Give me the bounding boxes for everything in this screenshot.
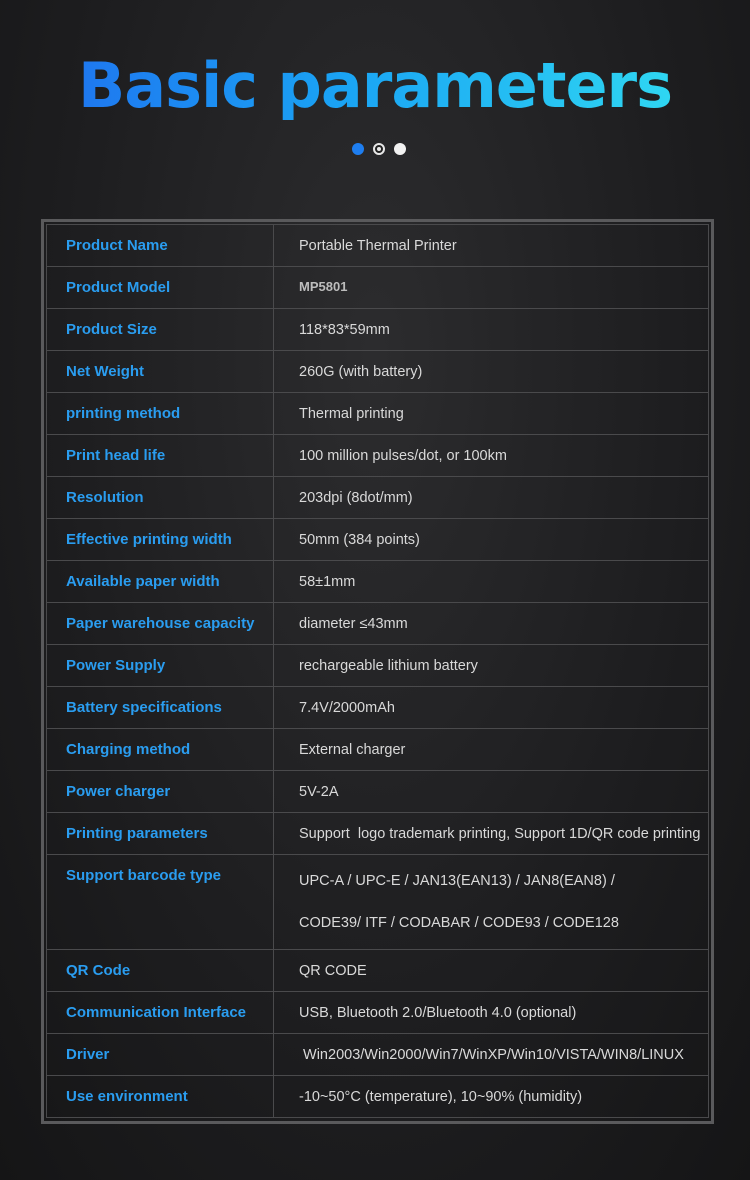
pagination-dot-1[interactable] — [352, 143, 364, 155]
param-key: Net Weight — [47, 351, 274, 393]
param-value: QR CODE — [274, 950, 709, 992]
param-value: USB, Bluetooth 2.0/Bluetooth 4.0 (optional) — [274, 992, 709, 1034]
param-key: Battery specifications — [47, 687, 274, 729]
table-row — [47, 992, 709, 1034]
table-row — [47, 561, 709, 603]
param-key: Communication Interface — [47, 992, 274, 1034]
table-row — [47, 351, 709, 393]
param-value: 100 million pulses/dot, or 100km — [274, 435, 709, 477]
param-value: 50mm (384 points) — [274, 519, 709, 561]
table-row — [47, 950, 709, 992]
param-key: Support barcode type — [47, 855, 274, 950]
page-title: Basic parameters — [77, 49, 673, 122]
pagination-dot-2-active[interactable] — [373, 143, 385, 155]
param-value: 203dpi (8dot/mm) — [274, 477, 709, 519]
param-value: -10~50°C (temperature), 10~90% (humidity) — [274, 1076, 709, 1118]
param-key: Product Name — [47, 225, 274, 267]
param-key: Paper warehouse capacity — [47, 603, 274, 645]
table-row — [47, 1076, 709, 1118]
param-value: 58±1mm — [274, 561, 709, 603]
table-row — [47, 603, 709, 645]
parameters-table — [41, 219, 714, 1124]
param-value: diameter ≤43mm — [274, 603, 709, 645]
table-row — [47, 855, 709, 950]
pagination-dots — [352, 143, 406, 155]
param-key: Printing parameters — [47, 813, 274, 855]
table-row — [47, 729, 709, 771]
table-row — [47, 813, 709, 855]
param-key: Charging method — [47, 729, 274, 771]
param-value — [274, 855, 709, 950]
param-key: QR Code — [47, 950, 274, 992]
param-value: Win2003/Win2000/Win7/WinXP/Win10/VISTA/WIN8/LINUX — [274, 1034, 709, 1076]
param-value: 260G (with battery) — [274, 351, 709, 393]
param-key: Print head life — [47, 435, 274, 477]
table-row — [47, 309, 709, 351]
param-key: Product Model — [47, 267, 274, 309]
param-key: Available paper width — [47, 561, 274, 603]
table-row — [47, 519, 709, 561]
table-row — [47, 225, 709, 267]
param-value: rechargeable lithium battery — [274, 645, 709, 687]
param-key: Driver — [47, 1034, 274, 1076]
table-row — [47, 435, 709, 477]
param-key: printing method — [47, 393, 274, 435]
table-row — [47, 687, 709, 729]
table-row — [47, 477, 709, 519]
param-key: Power Supply — [47, 645, 274, 687]
param-value: Portable Thermal Printer — [274, 225, 709, 267]
param-value: MP5801 — [274, 267, 709, 309]
param-value: 7.4V/2000mAh — [274, 687, 709, 729]
param-value: Thermal printing — [274, 393, 709, 435]
table-row — [47, 1034, 709, 1076]
param-key: Resolution — [47, 477, 274, 519]
table-row — [47, 267, 709, 309]
param-key: Use environment — [47, 1076, 274, 1118]
param-value: Support logo trademark printing, Support 1D/QR code printing — [274, 813, 709, 855]
param-value: 118*83*59mm — [274, 309, 709, 351]
param-value-line-1: UPC-A / UPC-E / JAN13(EAN13) / JAN8(EAN8) / — [299, 873, 615, 889]
param-key: Power charger — [47, 771, 274, 813]
table-row — [47, 771, 709, 813]
param-value-line-2: CODE39/ ITF / CODABAR / CODE93 / CODE128 — [299, 915, 619, 931]
param-key: Product Size — [47, 309, 274, 351]
param-value: 5V-2A — [274, 771, 709, 813]
param-key: Effective printing width — [47, 519, 274, 561]
table-row — [47, 645, 709, 687]
param-value: External charger — [274, 729, 709, 771]
pagination-dot-3[interactable] — [394, 143, 406, 155]
table-row — [47, 393, 709, 435]
